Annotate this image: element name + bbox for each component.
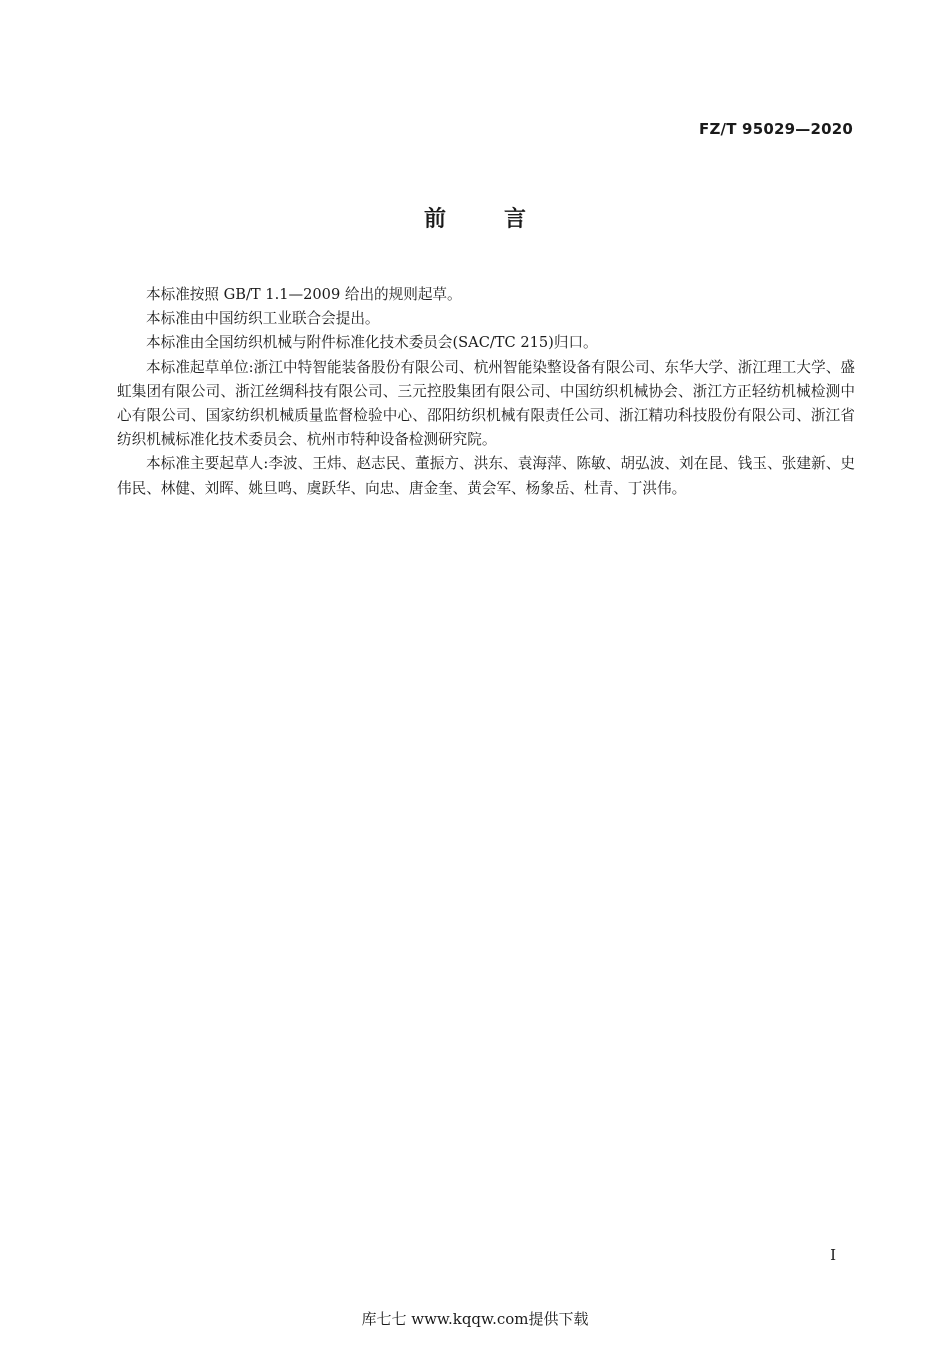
paragraph-drafting-rules: 本标准按照 GB/T 1.1—2009 给出的规则起草。 <box>146 286 462 303</box>
download-footer: 库七七 www.kqqw.com提供下载 <box>361 1310 589 1328</box>
page-title: 前言 <box>423 207 584 232</box>
paragraph-committee: 本标准由全国纺织机械与附件标准化技术委员会(SAC/TC 215)归口。 <box>146 334 598 352</box>
paragraph-drafters: 本标准主要起草人:李波、王炜、赵志民、董振方、洪东、袁海萍、陈敏、胡弘波、刘在昆、钱玉、张建新、史伟民、林健、刘晖、姚旦鸣、虞跃华、向忠、唐金奎、黄会军、杨象岳、杜青、丁洪伟。 <box>117 455 855 497</box>
page-number: I <box>830 1246 836 1264</box>
standard-code: FZ/T 95029—2020 <box>699 120 853 138</box>
foreword-body <box>117 283 855 501</box>
paragraph-drafting-units: 本标准起草单位:浙江中特智能装备股份有限公司、杭州智能染整设备有限公司、东华大学、浙江理工大学、盛虹集团有限公司、浙江丝绸科技有限公司、三元控股集团有限公司、中国纺织机械协会、浙江方正轻纺机械检测中心有限公司、国家纺织机械质量监督检验中心、邵阳纺织机械有限责任公司、浙江精功科技股份有限公司、浙江省纺织机械标准化技术委员会、杭州市特种设备检测研究院。 <box>117 358 855 449</box>
paragraph-proposer: 本标准由中国纺织工业联合会提出。 <box>146 310 380 328</box>
